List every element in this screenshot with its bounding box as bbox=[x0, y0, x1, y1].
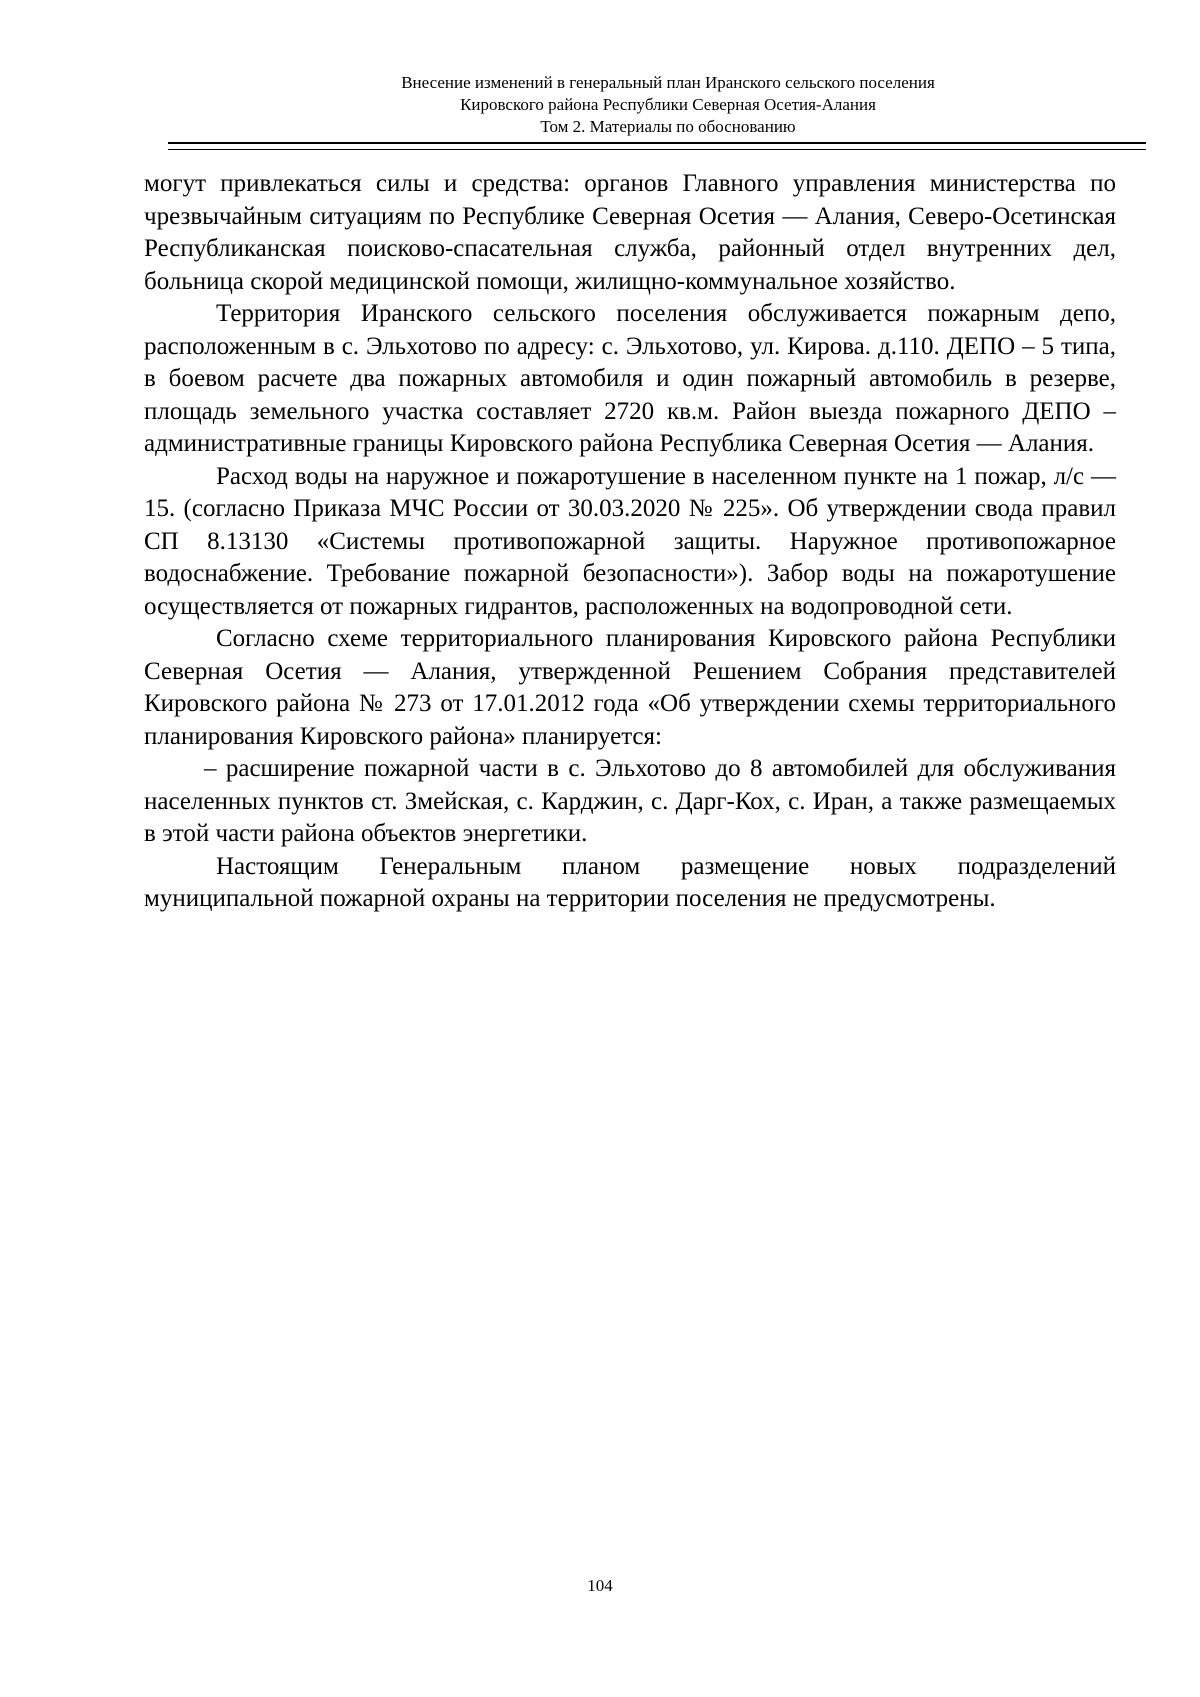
page-header bbox=[168, 72, 1168, 138]
header-title-line-2: Кировского района Республики Северная Осетия-Алания bbox=[460, 95, 876, 114]
header-divider bbox=[168, 142, 1146, 150]
page-number: 104 bbox=[587, 1576, 613, 1595]
list-item-expansion: – расширение пожарной части в с. Эльхотово до 8 автомобилей для обслуживания населенных пунктов ст. Змейская, с. Карджин, с. Дарг-Кох, с. Иран, а также размещаемых в этой части района объектов энергетики. bbox=[144, 755, 1116, 847]
paragraph-territorial-planning: Согласно схеме территориального планирования Кировского района Республики Северная Осетия — Алания, утвержденной Решением Собрания представителей Кировского района № 273 от 17.01.2012 года «Об утверждении схемы территориального планирования Кировского района» планируется: bbox=[144, 625, 1116, 750]
paragraph-conclusion: Настоящим Генеральным планом размещение новых подразделений муниципальной пожарной охраны на территории поселения не предусмотрены. bbox=[144, 852, 1116, 912]
paragraph-water-supply: Расход воды на наружное и пожаротушение в населенном пункте на 1 пожар, л/с — 15. (согласно Приказа МЧС России от 30.03.2020 № 225». Об утверждении свода правил СП 8.13130 «Системы противопожарной защиты. Наружное противопожарное водоснабжение. Требование пожарной безопасности»). Забор воды на пожаротушение осуществляется от пожарных гидрантов, расположенных на водопроводной сети. bbox=[144, 462, 1116, 620]
document-body bbox=[144, 168, 1116, 916]
paragraph-continuation: могут привлекаться силы и средства: органов Главного управления министерства по чрезвычайным ситуациям по Республике Северная Осетия — Алания, Северо-Осетинская Республиканская поисково-спасательная служба, районный отдел внутренних дел, больница скорой медицинской помощи, жилищно-коммунальное хозяйство. bbox=[144, 170, 1116, 295]
paragraph-fire-depot: Территория Иранского сельского поселения обслуживается пожарным депо, расположенным в с. Эльхотово по адресу: с. Эльхотово, ул. Кирова. д.110. ДЕПО – 5 типа, в боевом расчете два пожарных автомобиля и один пожарный автомобиль в резерве, площадь земельного участка составляет 2720 кв.м. Район выезда пожарного ДЕПО – административные границы Кировского района Республика Северная Осетия — Алания. bbox=[144, 300, 1116, 457]
header-volume-line: Том 2. Материалы по обоснованию bbox=[540, 117, 796, 136]
header-title-line-1: Внесение изменений в генеральный план Иранского сельского поселения bbox=[401, 73, 935, 92]
